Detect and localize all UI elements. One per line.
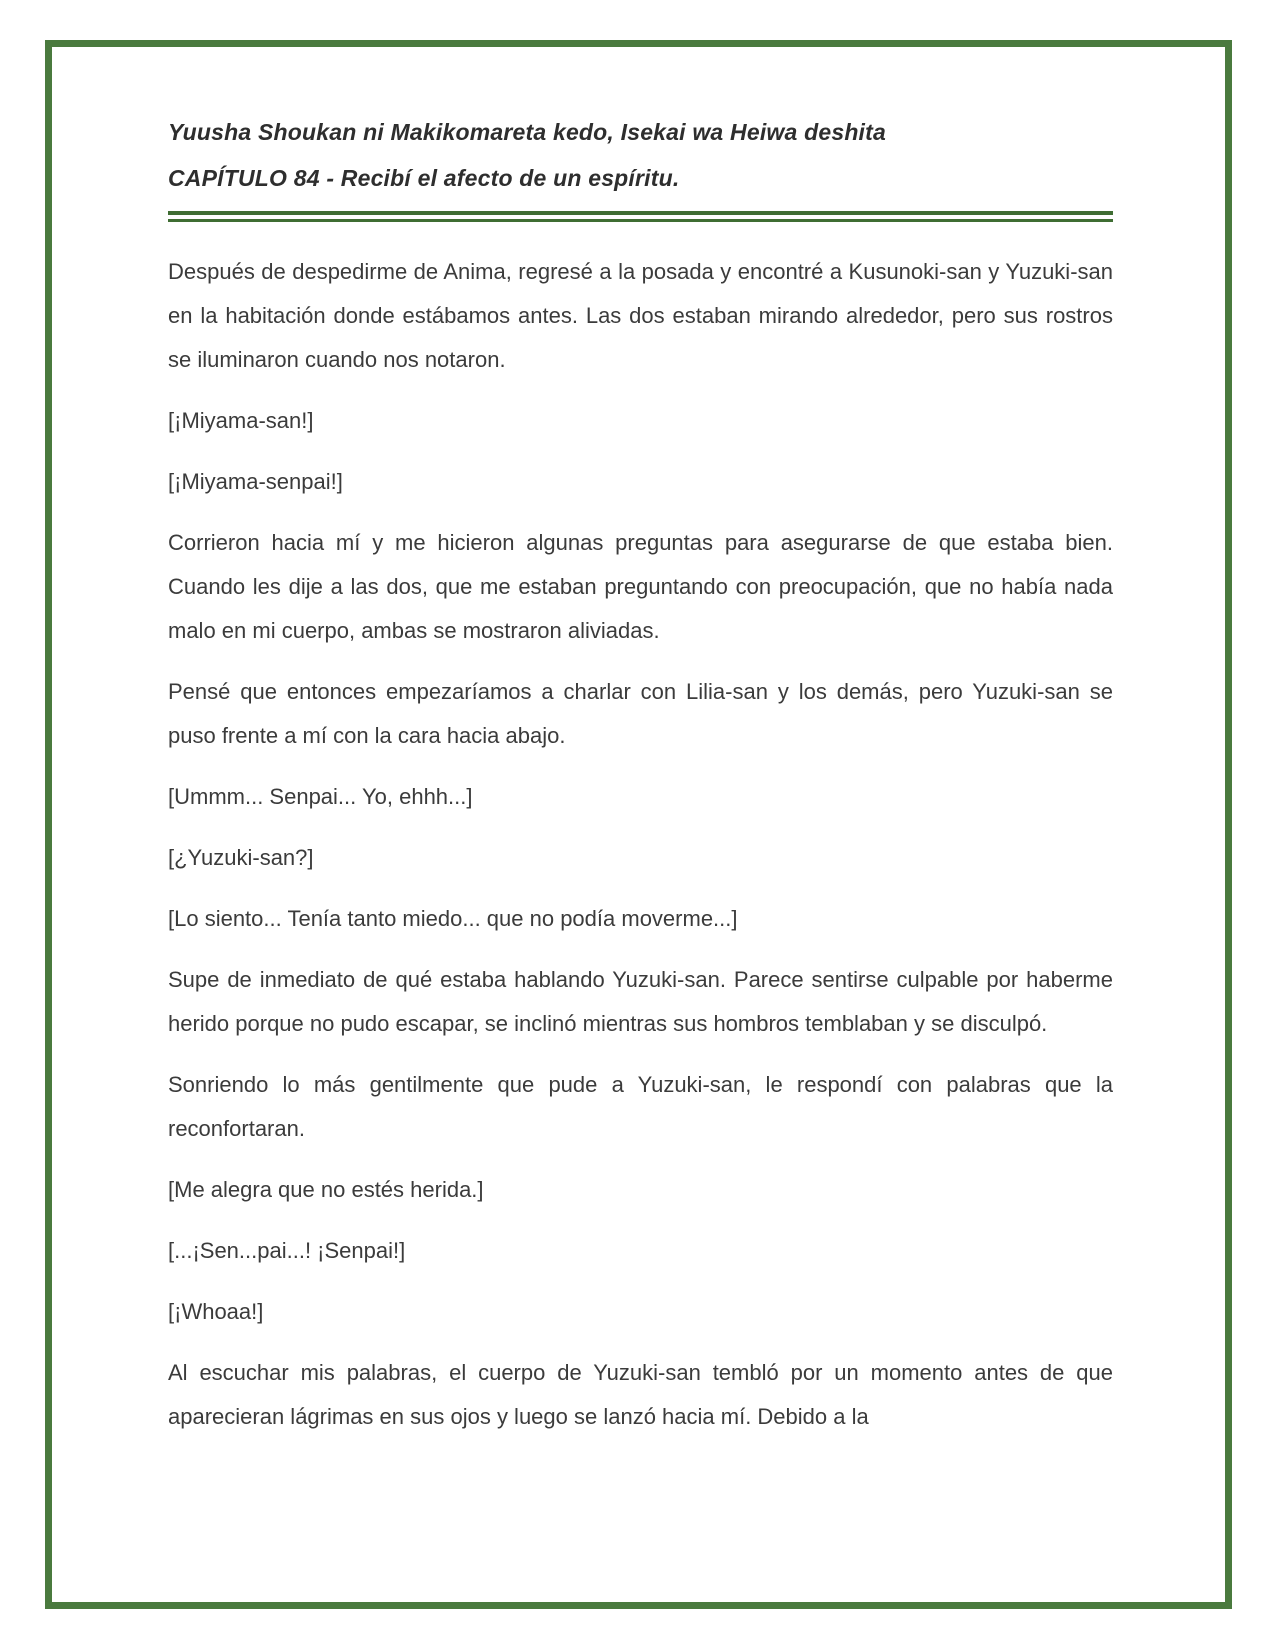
paragraph: Corrieron hacia mí y me hicieron algunas preguntas para asegurarse de que estaba bien. Cuando les dije a las dos, que me estaban preguntando con preocupación, que no había nada malo en mi cuerpo, ambas se mostraron aliviadas.	[168, 530, 1113, 643]
paragraph: [Me alegra que no estés herida.]	[168, 1177, 484, 1202]
paragraph: [Ummm... Senpai... Yo, ehhh...]	[168, 784, 473, 809]
paragraph: [¿Yuzuki-san?]	[168, 845, 314, 870]
chapter-title: CAPÍTULO 84 - Recibí el afecto de un espíritu.	[168, 165, 680, 191]
paragraph: Al escuchar mis palabras, el cuerpo de Yuzuki-san tembló por un momento antes de que aparecieran lágrimas en sus ojos y luego se lanzó hacia mí. Debido a la	[168, 1360, 1113, 1429]
paragraph: Supe de inmediato de qué estaba hablando Yuzuki-san. Parece sentirse culpable por haberme herido porque no pudo escapar, se inclinó mientras sus hombros temblaban y se disculpó.	[168, 967, 1113, 1036]
paragraph: [Lo siento... Tenía tanto miedo... que no podía moverme...]	[168, 906, 738, 931]
paragraph: Sonriendo lo más gentilmente que pude a Yuzuki-san, le respondí con palabras que la reconfortaran.	[168, 1072, 1113, 1141]
page-border-frame	[45, 40, 1232, 1609]
chapter-header	[168, 109, 1113, 201]
paragraph: Después de despedirme de Anima, regresé a la posada y encontré a Kusunoki-san y Yuzuki-san en la habitación donde estábamos antes. Las dos estaban mirando alrededor, pero sus rostros se iluminaron cuando nos notaron.	[168, 259, 1113, 372]
paragraph: [...¡Sen...pai...! ¡Senpai!]	[168, 1238, 406, 1263]
paragraph: [¡Miyama-senpai!]	[168, 469, 343, 494]
novel-title: Yuusha Shoukan ni Makikomareta kedo, Isekai wa Heiwa deshita	[168, 119, 887, 145]
chapter-body	[168, 250, 1113, 1439]
title-divider	[168, 211, 1113, 222]
paragraph: [¡Miyama-san!]	[168, 408, 314, 433]
paragraph: Pensé que entonces empezaríamos a charlar con Lilia-san y los demás, pero Yuzuki-san se puso frente a mí con la cara hacia abajo.	[168, 679, 1113, 748]
paragraph: [¡Whoaa!]	[168, 1299, 264, 1324]
